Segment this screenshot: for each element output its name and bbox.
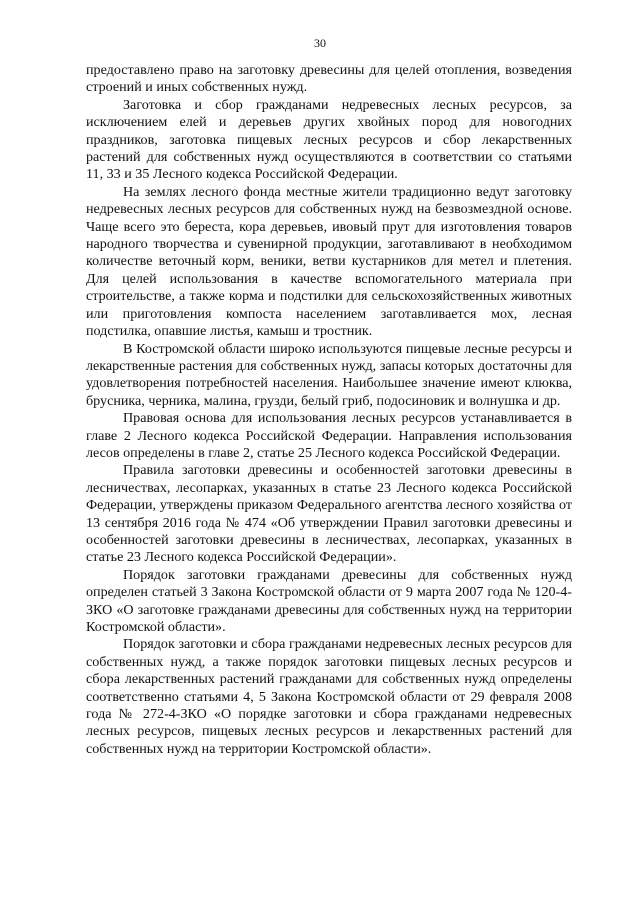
body-text: [86, 62, 572, 758]
page-number: 30: [314, 36, 326, 50]
paragraph-4: В Костромской области широко используются пищевые лесные ресурсы и лекарственные растения для собственных нужд, запасы которых достаточны для удовлетворения потребностей населения. Наибольшее значение имеют клюква, брусника, черника, малина, грузди, белый гриб, подосиновик и волнушка и др.: [86, 340, 572, 409]
paragraph-6: Правила заготовки древесины и особенностей заготовки древесины в лесничествах, лесопарках, указанных в статье 23 Лесного кодекса Российской Федерации, утверждены приказом Федерального агентства лесного хозяйства от 13 сентября 2016 года № 474 «Об утверждении Правил заготовки древесины и особенностей заготовки древесины в лесничествах, лесопарках, указанных в статье 23 Лесного кодекса Российской Федерации».: [86, 462, 572, 566]
paragraph-7: Порядок заготовки гражданами древесины для собственных нужд определен статьей 3 Закона Костромской области от 9 марта 2007 года № 120-4-ЗКО «О заготовке гражданами древесины для собственных нужд на территории Костромской области».: [86, 566, 572, 635]
paragraph-2: Заготовка и сбор гражданами недревесных лесных ресурсов, за исключением елей и деревьев других хвойных пород для новогодних праздников, заготовка пищевых лесных ресурсов и сбор лекарственных растений для собственных нужд осуществляются в соответствии со статьями 11, 33 и 35 Лесного кодекса Российской Федерации.: [86, 96, 572, 183]
paragraph-3: На землях лесного фонда местные жители традиционно ведут заготовку недревесных лесных ресурсов для собственных нужд на безвозмездной основе. Чаще всего это береста, кора деревьев, ивовый прут для изготовления товаров народного творчества и сувенирной продукции, заготавливают в необходимом количестве веточный корм, веники, ветви кустарников для метел и плетения. Для целей использования в качестве вспомогательного материала при строительстве, а также корма и подстилки для сельскохозяйственных животных или приготовления компоста населением заготавливается мох, лесная подстилка, опавшие листья, камыш и тростник.: [86, 183, 572, 340]
paragraph-8: Порядок заготовки и сбора гражданами недревесных лесных ресурсов для собственных нужд, а также порядок заготовки пищевых лесных ресурсов и сбора лекарственных растений гражданами для собственных нужд определены соответственно статьями 4, 5 Закона Костромской области от 29 февраля 2008 года № 272-4-ЗКО «О порядке заготовки и сбора гражданами недревесных лесных ресурсов, пищевых лесных ресурсов и лекарственных растений для собственных нужд на территории Костромской области».: [86, 636, 572, 757]
paragraph-5: Правовая основа для использования лесных ресурсов устанавливается в главе 2 Лесного кодекса Российской Федерации. Направления использования лесов определены в главе 2, статье 25 Лесного кодекса Российской Федерации.: [86, 410, 572, 461]
paragraph-1: предоставлено право на заготовку древесины для целей отопления, возведения строений и иных собственных нужд.: [86, 62, 572, 96]
